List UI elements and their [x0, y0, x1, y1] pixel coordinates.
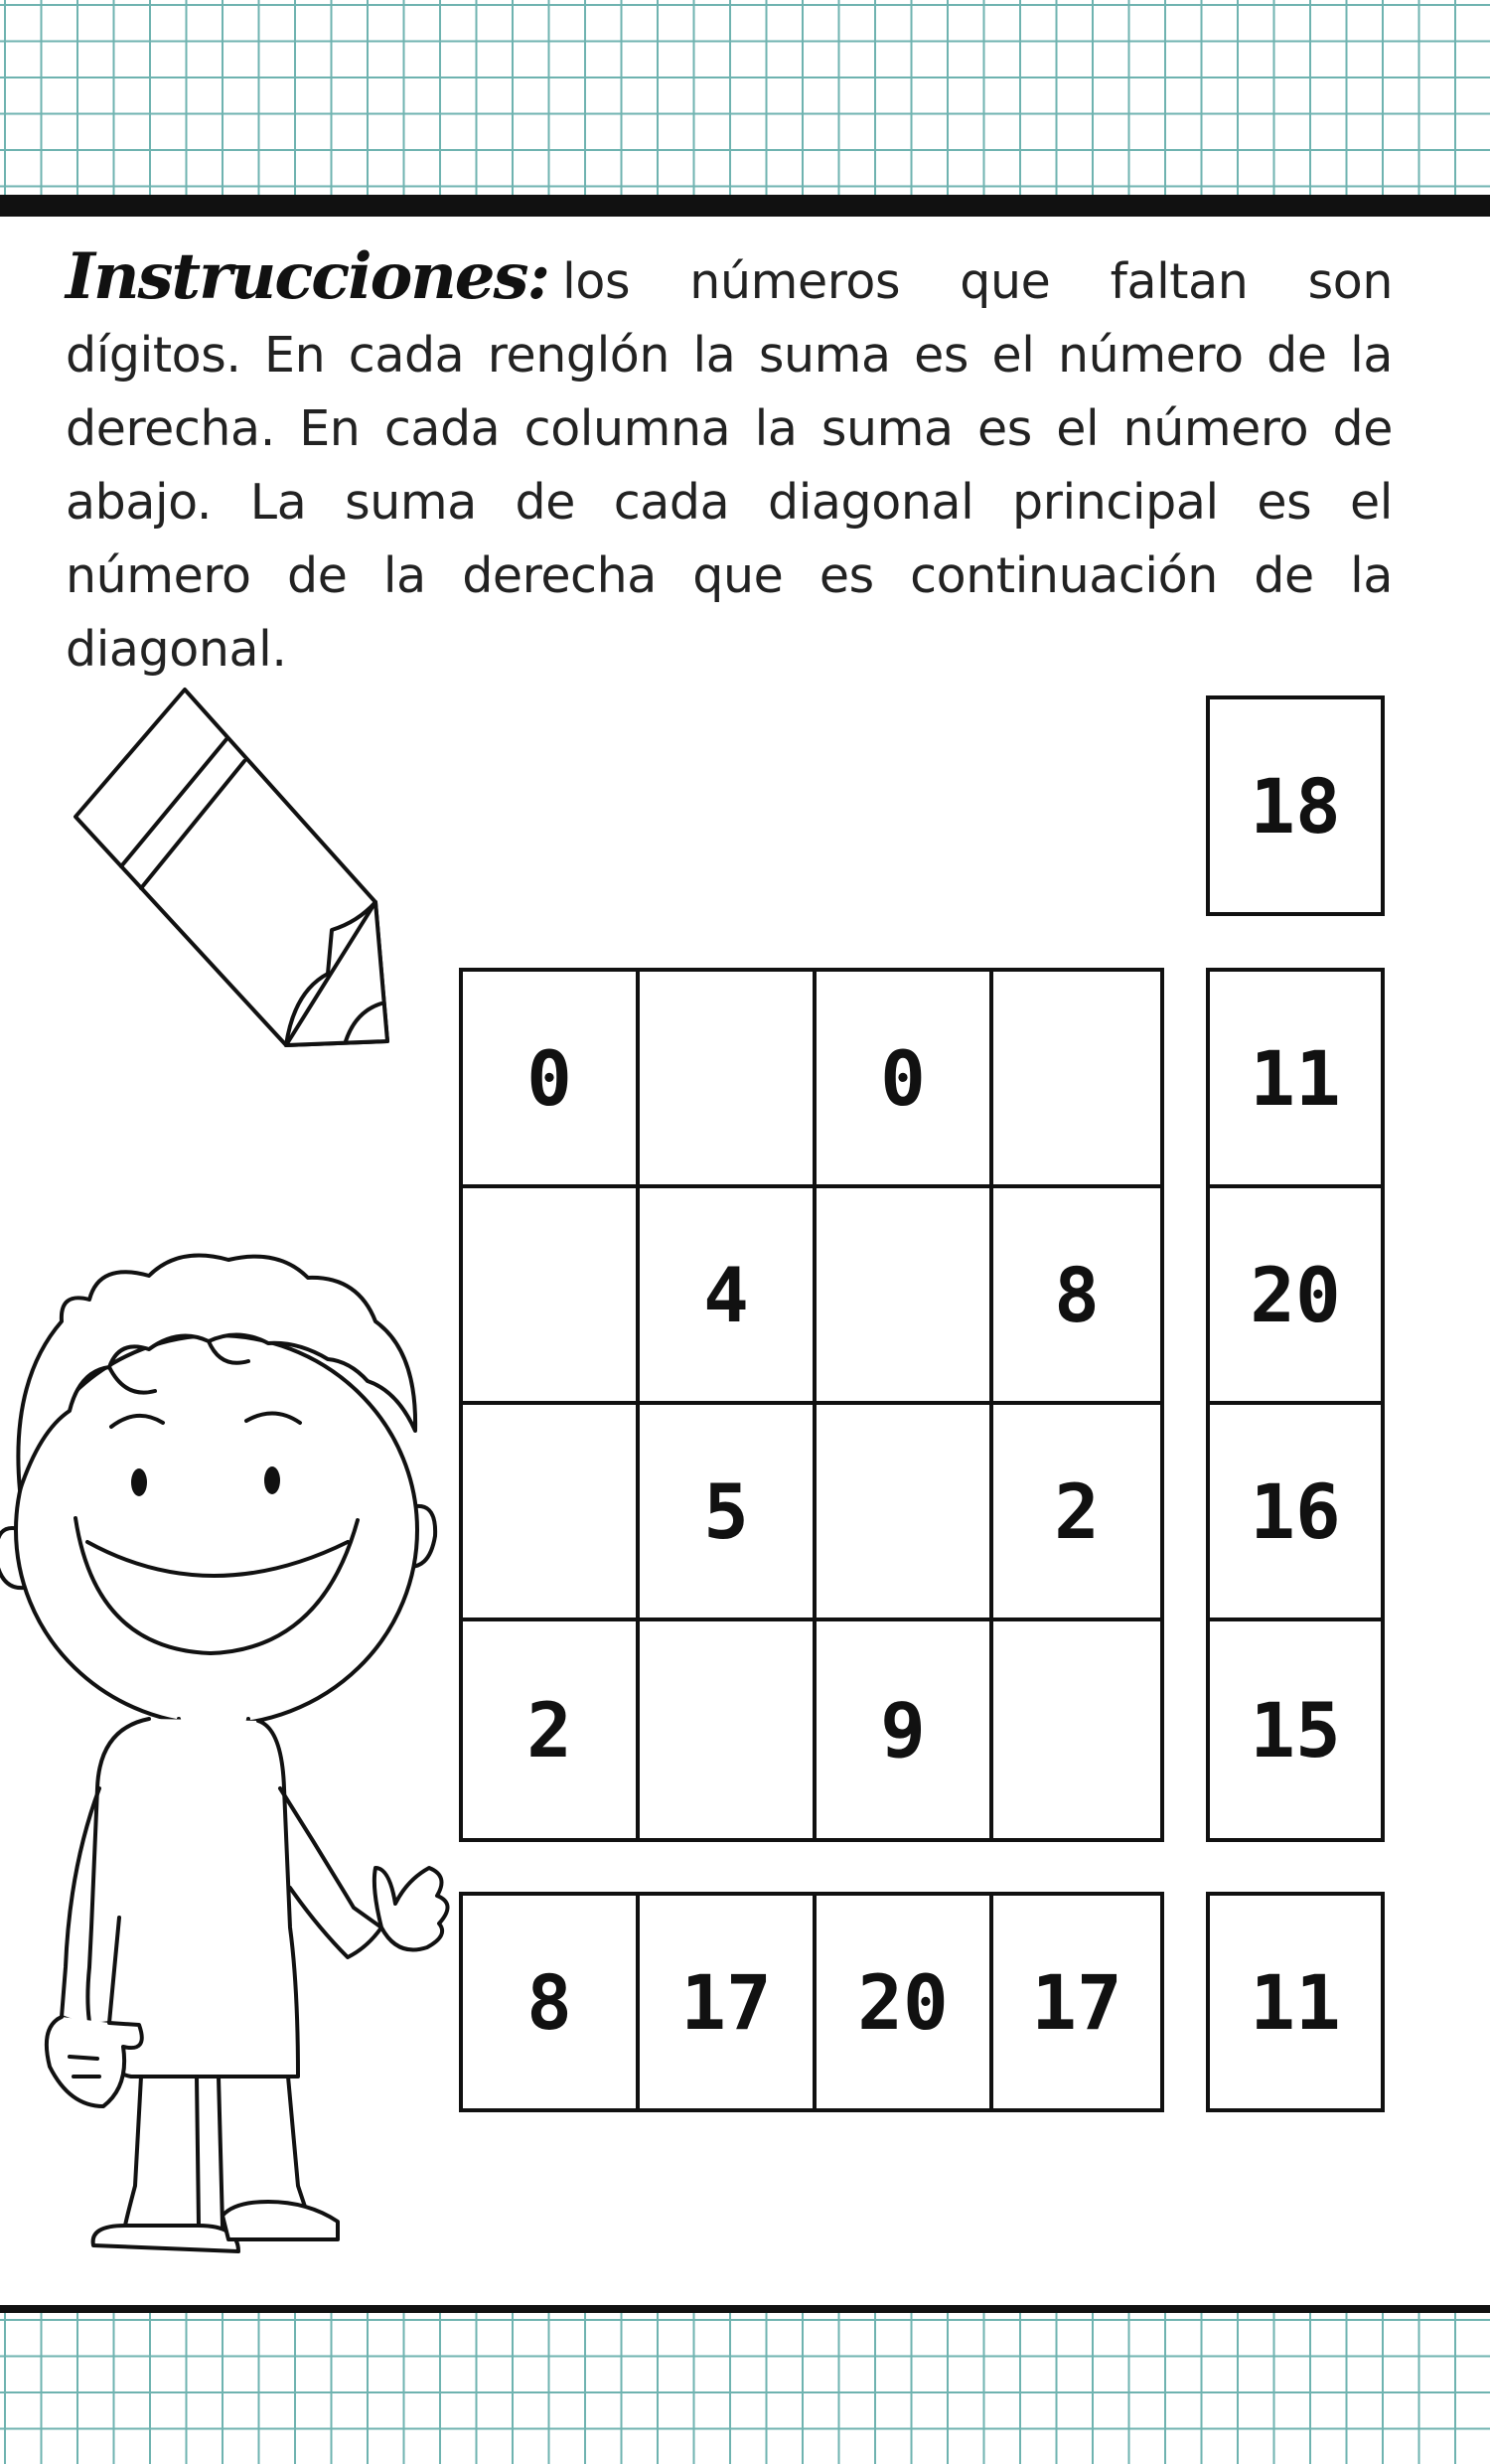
row-sum-3: 16 [1206, 1401, 1385, 1621]
row-sum-4: 15 [1206, 1617, 1385, 1842]
diagonal-sum-bottom: 11 [1206, 1892, 1385, 2112]
grid-cell-r1c1[interactable]: 0 [459, 968, 640, 1188]
grid-cell-r3c1[interactable] [459, 1401, 640, 1621]
grid-cell-r4c1[interactable]: 2 [459, 1617, 640, 1842]
row-sum-2: 20 [1206, 1184, 1385, 1405]
bottom-grid-paper-band [0, 2313, 1490, 2464]
grid-cell-r1c2[interactable] [636, 968, 817, 1188]
grid-cell-r3c4[interactable]: 2 [989, 1401, 1164, 1621]
top-divider-bar [0, 195, 1490, 217]
grid-cell-r1c4[interactable] [989, 968, 1164, 1188]
boy-illustration [0, 1232, 457, 2255]
instructions-text: los números que faltan son dígitos. En cada renglón la suma es el número de la derecha. En cada columna la suma es el número de abajo. La suma de cada diagonal principal es el número de la derecha que es continuación de la diagonal. [66, 253, 1393, 678]
grid-cell-r1c3[interactable]: 0 [813, 968, 993, 1188]
column-sum-4: 17 [989, 1892, 1164, 2112]
column-sum-2: 17 [636, 1892, 817, 2112]
grid-cell-r2c2[interactable]: 4 [636, 1184, 817, 1405]
grid-cell-r2c1[interactable] [459, 1184, 640, 1405]
instructions-paragraph [66, 240, 1393, 687]
grid-cell-r4c2[interactable] [636, 1617, 817, 1842]
grid-cell-r3c2[interactable]: 5 [636, 1401, 817, 1621]
instructions-label: Instrucciones: [66, 239, 549, 314]
grid-cell-r2c4[interactable]: 8 [989, 1184, 1164, 1405]
diagonal-sum-top: 18 [1206, 695, 1385, 916]
top-grid-paper-band [0, 0, 1490, 195]
pencil-icon [60, 676, 397, 1073]
column-sum-1: 8 [459, 1892, 640, 2112]
grid-cell-r4c4[interactable] [989, 1617, 1164, 1842]
grid-cell-r3c3[interactable] [813, 1401, 993, 1621]
row-sum-1: 11 [1206, 968, 1385, 1188]
grid-cell-r4c3[interactable]: 9 [813, 1617, 993, 1842]
column-sum-3: 20 [813, 1892, 993, 2112]
grid-cell-r2c3[interactable] [813, 1184, 993, 1405]
